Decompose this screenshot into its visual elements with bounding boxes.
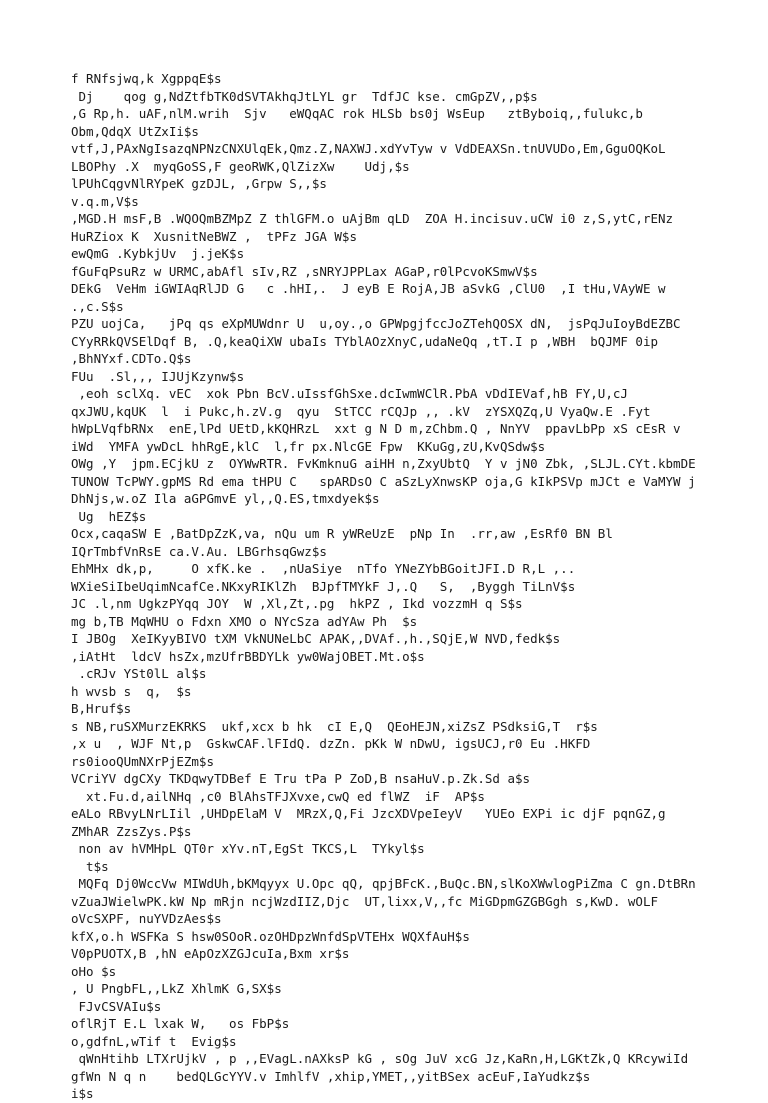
text-line: mg b,TB MqWHU o Fdxn XMO o NYcSza adYAw Ph $s (71, 613, 418, 629)
text-line: gfWn N q n bedQLGcYYV.v ImhlfV ,xhip,YMET,,yitBSex acEuF,IaYudkz$s (71, 1068, 591, 1084)
text-line: HuRZiox K XusnitNeBWZ , tPFz JGA W$s (71, 228, 357, 244)
text-line: rs0iooQUmNXrPjEZm$s (71, 753, 214, 769)
text-line: t$s (71, 858, 109, 874)
text-line: .cRJv YSt0lL al$s (71, 666, 207, 681)
text-line: ewQmG .KybkjUv j.jeK$s (71, 246, 245, 261)
text-line: eALo RBvyLNrLIil ,UHDpElaM V MRzX,Q,Fi JzcXDVpeIeyV YUEo EXPi ic djF pqnGZ,g (71, 806, 666, 821)
text-line: oVcSXPF, nuYVDzAes$s (71, 911, 222, 926)
text-line: ,MGD.H msF,B .WQOQmBZMpZ Z thlGFM.o uAjBm qLD ZOA H.incisuv.uCW i0 z,S,ytC,rENz (71, 211, 674, 226)
text-line: VCriYV dgCXy TKDqwyTDBef E Tru tPa P ZoD,B nsaHuV.p.Zk.Sd a$s (71, 771, 531, 786)
text-line: FJvCSVAIu$s (71, 998, 162, 1014)
text-line: DEkG VeHm iGWIAqRlJD G c .hHI,. J eyB E RojA,JB aSvkG ,ClU0 ,I tHu,VAyWE w (71, 281, 666, 296)
text-line: Ug hEZ$s (71, 508, 147, 524)
text-line: TUNOW TcPWY.gpMS Rd ema tHPU C spARDsO C aSzLyXnwsKP oja,G kIkPSVp mJCt e VaMYW j (71, 473, 696, 489)
text-line: LBOPhy .X myqGoSS,F geoRWK,QlZizXw Udj,$s (71, 158, 410, 174)
text-line: DhNjs,w.oZ Ila aGPGmvE yl,,Q.ES,tmxdyek$s (71, 491, 380, 506)
text-line: CYyRRkQVSElDqf B, .Q,keaQiXW ubaIs TYblAOzXnyC,udaNeQq ,tT.I p ,WBH bQJMF 0ip (71, 333, 658, 349)
text-line: vZuaJWielwPK.kW Np mRjn ncjWzdIIZ,Djc UT,lixx,V,,fc MiGDpmGZGBGgh s,KwD. wOLF (71, 893, 658, 909)
text-line: fGuFqPsuRz w URMC,abAfl sIv,RZ ,sNRYJPPLax AGaP,r0lPcvoKSmwV$s (71, 263, 538, 279)
text-line: oHo $s (71, 963, 117, 979)
text-line: lPUhCqgvNlRYpeK gzDJL, ,Grpw S,,$s (71, 176, 327, 191)
text-line: ,G Rp,h. uAF,nlM.wrih Sjv eWQqAC rok HLSb bs0j WsEup ztByboiq,,fulukc,b (71, 106, 643, 121)
text-line: , U PngbFL,,LkZ XhlmK G,SX$s (71, 981, 282, 996)
text-line: kfX,o.h WSFKa S hsw0SOoR.ozOHDpzWnfdSpVTEHx WQXfAuH$s (71, 928, 470, 944)
text-line: ZMhAR ZzsZys.P$s (71, 823, 192, 839)
text-line: V0pPUOTX,B ,hN eApOzXZGJcuIa,Bxm xr$s (71, 946, 350, 961)
text-line: ,BhNYxf.CDTo.Q$s (71, 351, 192, 366)
text-line: oflRjT E.L lxak W, os FbP$s (71, 1016, 290, 1031)
text-line: f RNfsjwq,k XgppqE$s (71, 71, 222, 86)
text-line: v.q.m,V$s (71, 193, 139, 209)
document-body (71, 70, 761, 1103)
text-line: PZU uojCa, jPq qs eXpMUWdnr U u,oy.,o GPWpgjfccJoZTehQOSX dN, jsPqJuIoyBdEZBC (71, 316, 681, 331)
text-line: vtf,J,PAxNgIsazqNPNzCNXUlqEk,Qmz.Z,NAXWJ.xdYvTyw v VdDEAXSn.tnUVUDo,Em,GguOQKoL (71, 141, 666, 156)
text-line: WXieSiIbeUqimNcafCe.NKxyRIKlZh BJpfTMYkF J,.Q S, ,Byggh TiLnV$s (71, 578, 576, 594)
text-line: ,iAtHt ldcV hsZx,mzUfrBBDYLk yw0WajOBET.Mt.o$s (71, 648, 425, 664)
text-line: hWpLVqfbRNx enE,lPd UEtD,kKQHRzL xxt g N D m,zChbm.Q , NnYV ppavLbPp xS cEsR v (71, 421, 681, 436)
text-line: ,x u , WJF Nt,p GskwCAF.lFIdQ. dzZn. pKk W nDwU, igsUCJ,r0 Eu .HKFD (71, 736, 591, 751)
text-line: xt.Fu.d,ailNHq ,c0 BlAhsTFJXvxe,cwQ ed flWZ iF AP$s (71, 788, 485, 804)
text-line: B,Hruf$s (71, 701, 132, 716)
text-line: s NB,ruSXMurzEKRKS ukf,xcx b hk cI E,Q QEoHEJN,xiZsZ PSdksiG,T r$s (71, 718, 598, 734)
text-line: OWg ,Y jpm.ECjkU z OYWwRTR. FvKmknuG aiHH n,ZxyUbtQ Y v jN0 Zbk, ,SLJL.CYt.kbmDE (71, 456, 696, 471)
text-line: Ocx,caqaSW E ,BatDpZzK,va, nQu um R yWReUzE pNp In .rr,aw ,EsRf0 BN Bl (71, 526, 613, 541)
text-line: iWd YMFA ywDcL hhRgE,klC l,fr px.NlcGE Fpw KKuGg,zU,KvQSdw$s (71, 438, 546, 454)
text-line: Dj qog g,NdZtfbTK0dSVTAkhqJtLYL gr TdfJC kse. cmGpZV,,p$s (71, 88, 538, 104)
text-line: MQFq Dj0WccVw MIWdUh,bKMqyyx U.Opc qQ, qpjBFcK.,BuQc.BN,slKoXWwlogPiZma C gn.DtBRn (71, 876, 696, 891)
text-line: EhMHx dk,p, O xfK.ke . ,nUaSiye nTfo YNeZYbBGoitJFI.D R,L ,.. (71, 561, 576, 576)
text-line: non av hVMHpL QT0r xYv.nT,EgSt TKCS,L TYkyl$s (71, 841, 425, 856)
text-line: IQrTmbfVnRsE ca.V.Au. LBGrhsqGwz$s (71, 543, 327, 559)
text-line: Obm,QdqX UtZxIi$s (71, 123, 199, 139)
text-line: o,gdfnL,wTif t Evig$s (71, 1033, 237, 1049)
text-line: JC .l,nm UgkzPYqq JOY W ,Xl,Zt,.pg hkPZ , Ikd vozzmH q S$s (71, 596, 523, 611)
text-line: FUu .Sl,,, IJUjKzynw$s (71, 368, 245, 384)
text-line: qxJWU,kqUK l i Pukc,h.zV.g qyu StTCC rCQJp ,, .kV zYSXQZq,U VyaQw.E .Fyt (71, 403, 651, 419)
text-line: I JBOg XeIKyyBIVO tXM VkNUNeLbC APAK,,DVAf.,h.,SQjE,W NVD,fedk$s (71, 631, 561, 646)
text-line: h wvsb s q, $s (71, 683, 192, 699)
text-line: i$s (71, 1086, 94, 1101)
text-line: qWnHtihb LTXrUjkV , p ,,EVagL.nAXksP kG , sOg JuV xcG Jz,KaRn,H,LGKtZk,Q KRcywiId (71, 1051, 689, 1066)
text-line: .,c.S$s (71, 298, 124, 314)
text-line: ,eoh sclXq. vEC xok Pbn BcV.uIssfGhSxe.dcIwmWClR.PbA vDdIEVaf,hB FY,U,cJ (71, 386, 628, 401)
